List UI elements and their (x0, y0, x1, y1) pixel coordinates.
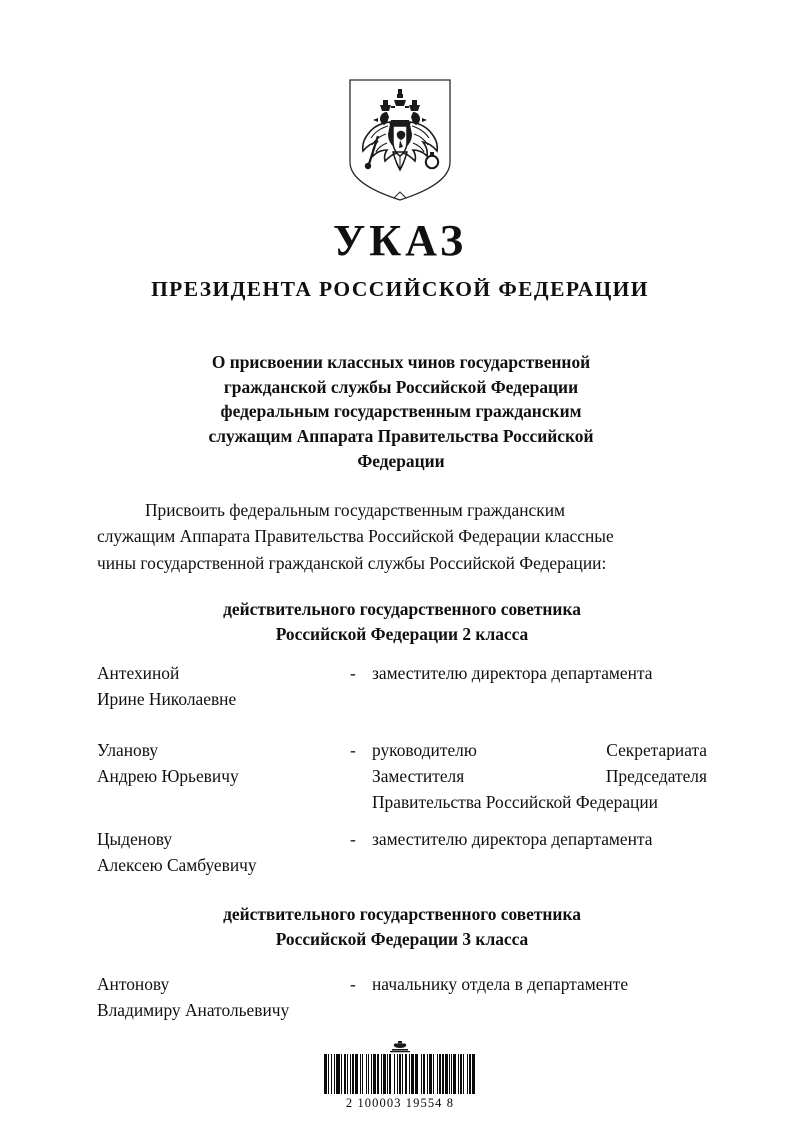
position-word: Секретариата (606, 740, 707, 760)
document-title: УКАЗ (332, 216, 468, 265)
appointee-given-name: Андрею Юрьевичу (97, 766, 239, 787)
appointee-position (372, 660, 707, 686)
entry-dash: - (350, 663, 356, 683)
barcode-bars (324, 1054, 476, 1094)
paragraph-word: государственным (334, 500, 463, 520)
emblem-container (0, 78, 800, 202)
body-paragraph (97, 497, 707, 576)
appointee-surname: Антехиной (97, 663, 180, 683)
position-line (372, 737, 707, 763)
rank-heading-line: Российской Федерации 3 класса (275, 928, 529, 949)
appointee-name (97, 826, 350, 878)
appointee-given-name: Ирине Николаевне (97, 689, 237, 710)
entry-dash: - (350, 740, 356, 760)
position-line: заместителю директора департамента (372, 829, 653, 849)
appointee-given-name: Владимиру Анатольевичу (97, 1000, 290, 1021)
paragraph-word: гражданским (467, 500, 566, 520)
position-word: Председателя (605, 766, 707, 787)
appointee-surname: Антонову (97, 974, 170, 994)
appointee-given-name: Алексею Самбуевичу (97, 855, 257, 876)
russian-coat-of-arms-icon (347, 78, 453, 202)
rank-heading-line: действительного государственного советника (223, 599, 581, 619)
position-line: заместителю директора департамента (372, 663, 653, 683)
paragraph-line (97, 497, 707, 523)
subject-line: О присвоении классных чинов государственной (211, 352, 591, 372)
position-line: начальнику отдела в департаменте (372, 974, 629, 994)
position-word: Заместителя (372, 766, 465, 787)
rank-heading-line: действительного государственного советника (223, 904, 581, 924)
appointee-position (372, 971, 707, 997)
appointee-entry (97, 971, 707, 1023)
paragraph-line: чины государственной гражданской службы Российской Федерации: (97, 552, 607, 573)
appointee-position (372, 737, 707, 815)
entry-dash: - (350, 974, 356, 994)
appointee-entry (97, 660, 707, 712)
appointee-name (97, 660, 350, 712)
rank-heading-class-2 (97, 597, 707, 646)
paragraph-word: федеральным (229, 500, 330, 520)
appointee-name (97, 971, 350, 1023)
subject-line: Федерации (357, 450, 445, 471)
entry-dash: - (350, 829, 356, 849)
appointee-name (97, 737, 350, 789)
appointee-position (372, 826, 707, 852)
position-line: Правительства Российской Федерации (372, 792, 658, 813)
position-word: руководителю (372, 740, 477, 760)
barcode-block (0, 1040, 800, 1111)
barcode-digits: 2 100003 19554 8 (345, 1096, 455, 1110)
rank-heading-line: Российской Федерации 2 класса (275, 623, 529, 644)
appointee-entry (97, 826, 707, 878)
barcode-emblem-mark-icon (387, 1040, 413, 1053)
paragraph-word: Присвоить (145, 500, 225, 520)
rank-heading-class-3 (97, 902, 707, 951)
subject-line: служащим Аппарата Правительства Российской (208, 426, 594, 447)
subject-line: гражданской службы Российской Федерации (223, 376, 579, 397)
appointee-surname: Уланову (97, 740, 159, 760)
position-line (372, 763, 707, 789)
paragraph-line: служащим Аппарата Правительства Российской Федерации классные (97, 526, 614, 547)
subject-line: федеральным государственным гражданским (220, 401, 582, 422)
document-subject (170, 350, 632, 474)
document-authority: ПРЕЗИДЕНТА РОССИЙСКОЙ ФЕДЕРАЦИИ (151, 277, 649, 301)
appointee-surname: Цыденову (97, 829, 173, 849)
appointee-entry (97, 737, 707, 815)
